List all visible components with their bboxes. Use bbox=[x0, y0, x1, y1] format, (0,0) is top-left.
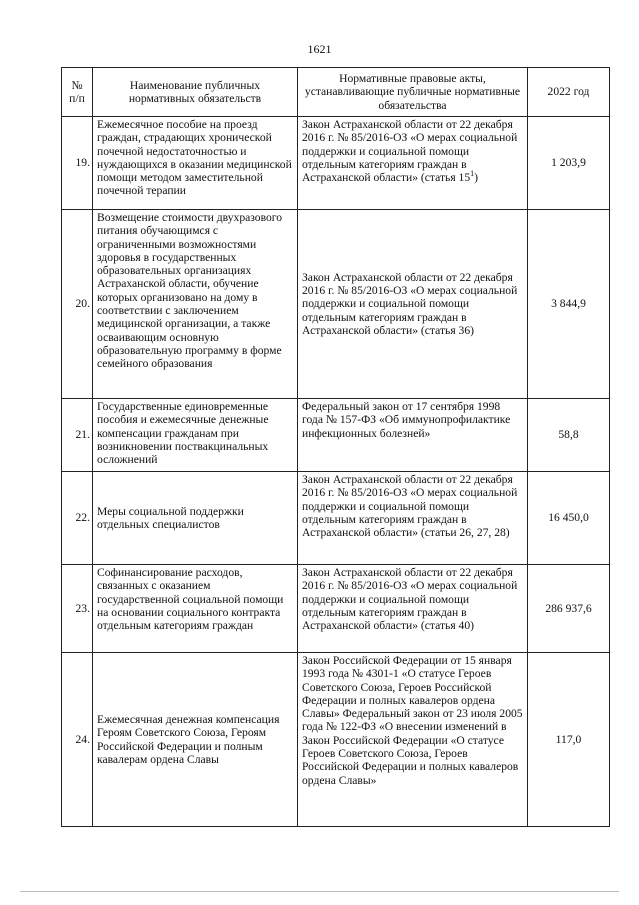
table-row bbox=[62, 565, 610, 653]
row-amount: 286 937,6 bbox=[528, 565, 610, 653]
row-name: Возмещение стоимости двухразового питания обучающимся с ограниченными возможностями здоровья в государственных образовательных организациях Астраханской области, обучение которых организовано на дому в соответствии с заключением медицинской организации, а также осваивающим основную образовательную программу в форме семейного образования bbox=[93, 210, 298, 399]
table-row bbox=[62, 210, 610, 399]
row-num: 22. bbox=[62, 472, 93, 565]
header-row bbox=[62, 68, 610, 117]
row-acts: Закон Астраханской области от 22 декабря 2016 г. № 85/2016-ОЗ «О мерах социальной поддержки и социальной помощи отдельным категориям граждан в Астраханской области» (статьи 26, 27, 28) bbox=[298, 472, 528, 565]
row-amount: 1 203,9 bbox=[528, 117, 610, 210]
row-name: Ежемесячное пособие на проезд граждан, страдающих хронической почечной недостаточностью и нуждающихся в оказании медицинской помощи методом заместительной почечной терапии bbox=[93, 117, 298, 210]
row-amount: 3 844,9 bbox=[528, 210, 610, 399]
row-name: Софинансирование расходов, связанных с оказанием государственной социальной помощи на основании социального контракта отдельным категориям граждан bbox=[93, 565, 298, 653]
row-amount: 16 450,0 bbox=[528, 472, 610, 565]
header-name: Наименование публичных нормативных обязательств bbox=[93, 68, 298, 117]
table-row bbox=[62, 653, 610, 827]
row-acts: Федеральный закон от 17 сентября 1998 года № 157-ФЗ «Об иммунопрофилактике инфекционных болезней» bbox=[298, 399, 528, 472]
obligations-table bbox=[61, 67, 610, 827]
row-num: 19. bbox=[62, 117, 93, 210]
page-bottom-divider bbox=[20, 891, 619, 892]
row-num: 24. bbox=[62, 653, 93, 827]
row-acts: Закон Астраханской области от 22 декабря 2016 г. № 85/2016-ОЗ «О мерах социальной поддержки и социальной помощи отдельным категориям граждан в Астраханской области» (статья 40) bbox=[298, 565, 528, 653]
page-number: 1621 bbox=[307, 42, 332, 56]
row-num: 21. bbox=[62, 399, 93, 472]
row-num: 20. bbox=[62, 210, 93, 399]
header-num: № п/п bbox=[62, 68, 93, 117]
header-acts: Нормативные правовые акты, устанавливающие публичные нормативные обязательства bbox=[298, 68, 528, 117]
row-num: 23. bbox=[62, 565, 93, 653]
row-amount: 58,8 bbox=[528, 399, 610, 472]
row-acts: Закон Российской Федерации от 15 января 1993 года № 4301-1 «О статусе Героев Советского Союза, Героев Российской Федерации и полных кавалеров ордена Славы» Федеральный закон от 23 июля 2005 года № 122-ФЗ «О внесении изменений в Закон Российской Федерации «О статусе Героев Советского Союза, Героев Российской Федерации и полных кавалеров ордена Славы» bbox=[298, 653, 528, 827]
table-row bbox=[62, 399, 610, 472]
table-row bbox=[62, 472, 610, 565]
header-year: 2022 год bbox=[528, 68, 610, 117]
row-name: Государственные единовременные пособия и ежемесячные денежные компенсации гражданам при возникновении поствакцинальных осложнений bbox=[93, 399, 298, 472]
row-acts: Закон Астраханской области от 22 декабря 2016 г. № 85/2016-ОЗ «О мерах социальной поддержки и социальной помощи отдельным категориям граждан в Астраханской области» (статья $15^1$) bbox=[298, 117, 528, 210]
table-row bbox=[62, 117, 610, 210]
row-name: Меры социальной поддержки отдельных специалистов bbox=[93, 472, 298, 565]
row-name: Ежемесячная денежная компенсация Героям Советского Союза, Героям Российской Федерации и полным кавалерам ордена Славы bbox=[93, 653, 298, 827]
row-amount: 117,0 bbox=[528, 653, 610, 827]
row-acts: Закон Астраханской области от 22 декабря 2016 г. № 85/2016-ОЗ «О мерах социальной поддержки и социальной помощи отдельным категориям граждан в Астраханской области» (статья 36) bbox=[298, 210, 528, 399]
